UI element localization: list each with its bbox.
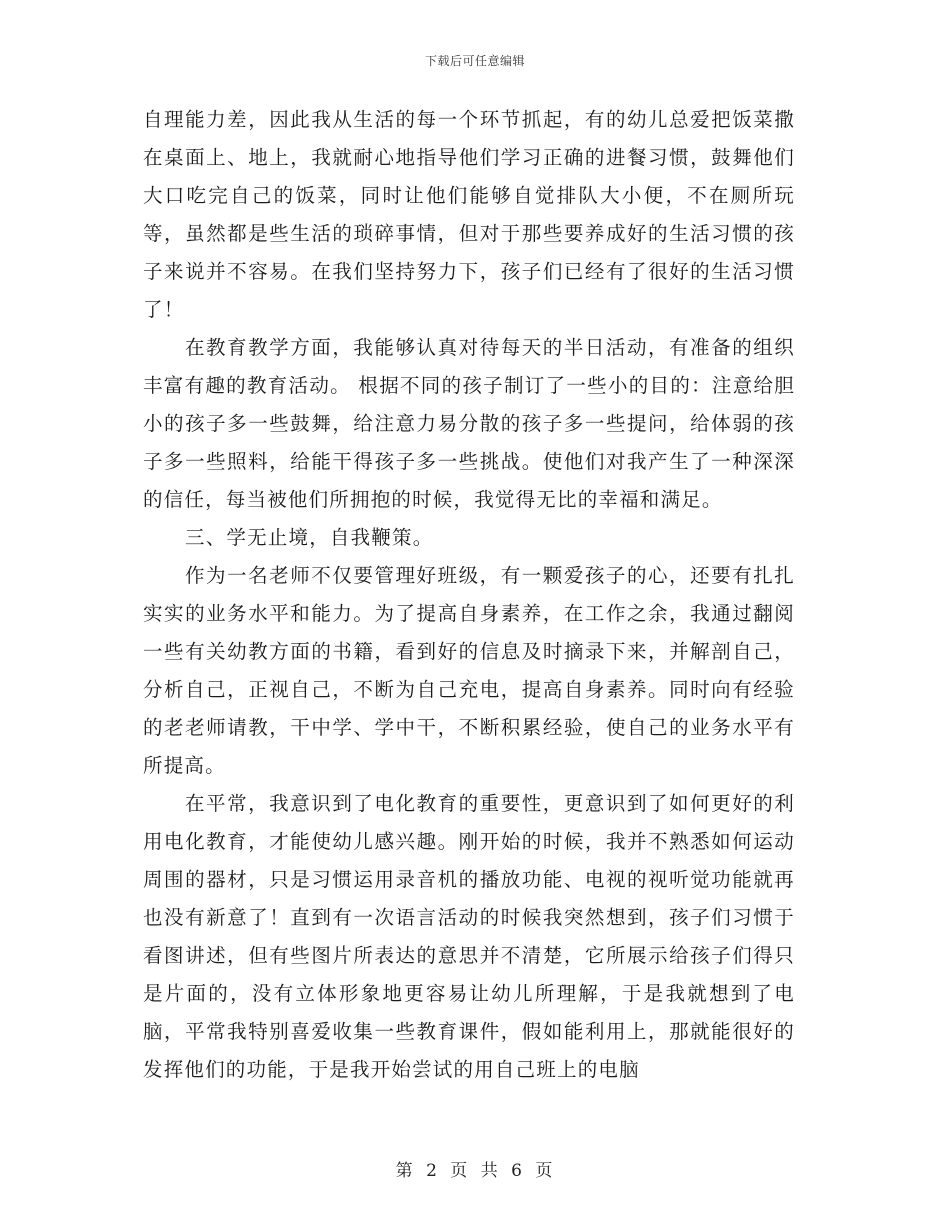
paragraph-4: 在平常，我意识到了电化教育的重要性，更意识到了如何更好的利用电化教育，才能使幼儿感兴趣。刚开始的时候，我并不熟悉如何运动周围的器材，只是习惯运用录音机的播放功能、电视的视听觉功能就再也没有新意了！直到有一次语言活动的时候我突然想到，孩子们习惯于看图讲述，但有些图片所表达的意思并不清楚，它所展示给孩子们得只是片面的，没有立体形象地更容易让幼儿所理解，于是我就想到了电脑，平常我特别喜爱收集一些教育课件，假如能利用上，那就能很好的发挥他们的功能，于是我开始尝试的用自己班上的电脑 bbox=[143, 792, 795, 1081]
section-heading: 三、学无止境，自我鞭策。 bbox=[185, 526, 434, 549]
paragraph-2: 在教育教学方面，我能够认真对待每天的半日活动，有准备的组织丰富有趣的教育活动。 根据不同的孩子制订了一些小的目的：注意给胆小的孩子多一些鼓舞，给注意力易分散的孩子多一些提问，给体弱的孩子多一些照料，给能干得孩子多一些挑战。使他们对我产生了一种深深的信任，每当被他们所拥抱的时候，我觉得无比的幸福和满足。 bbox=[143, 336, 795, 511]
paragraph-3: 作为一名老师不仅要管理好班级，有一颗爱孩子的心，还要有扎扎实实的业务水平和能力。为了提高自身素养，在工作之余，我通过翻阅一些有关幼教方面的书籍，看到好的信息及时摘录下来，并解剖自己，分析自己，正视自己，不断为自己充电，提高自身素养。同时向有经验的老老师请教，干中学、学中干，不断积累经验，使自己的业务水平有所提高。 bbox=[143, 564, 795, 777]
page-header: 下载后可任意编辑 bbox=[424, 54, 525, 68]
paragraph-1: 自理能力差，因此我从生活的每一个环节抓起，有的幼儿总爱把饭菜撒在桌面上、地上，我就耐心地指导他们学习正确的进餐习惯，鼓舞他们大口吃完自己的饭菜，同时让他们能够自觉排队大小便，不在厕所玩等，虽然都是些生活的琐碎事情，但对于那些要养成好的生活习惯的孩子来说并不容易。在我们坚持努力下，孩子们已经有了很好的生活习惯了！ bbox=[143, 108, 795, 321]
page-footer: 第 2 页 共 6 页 bbox=[395, 1161, 555, 1181]
document-body bbox=[143, 101, 795, 1089]
